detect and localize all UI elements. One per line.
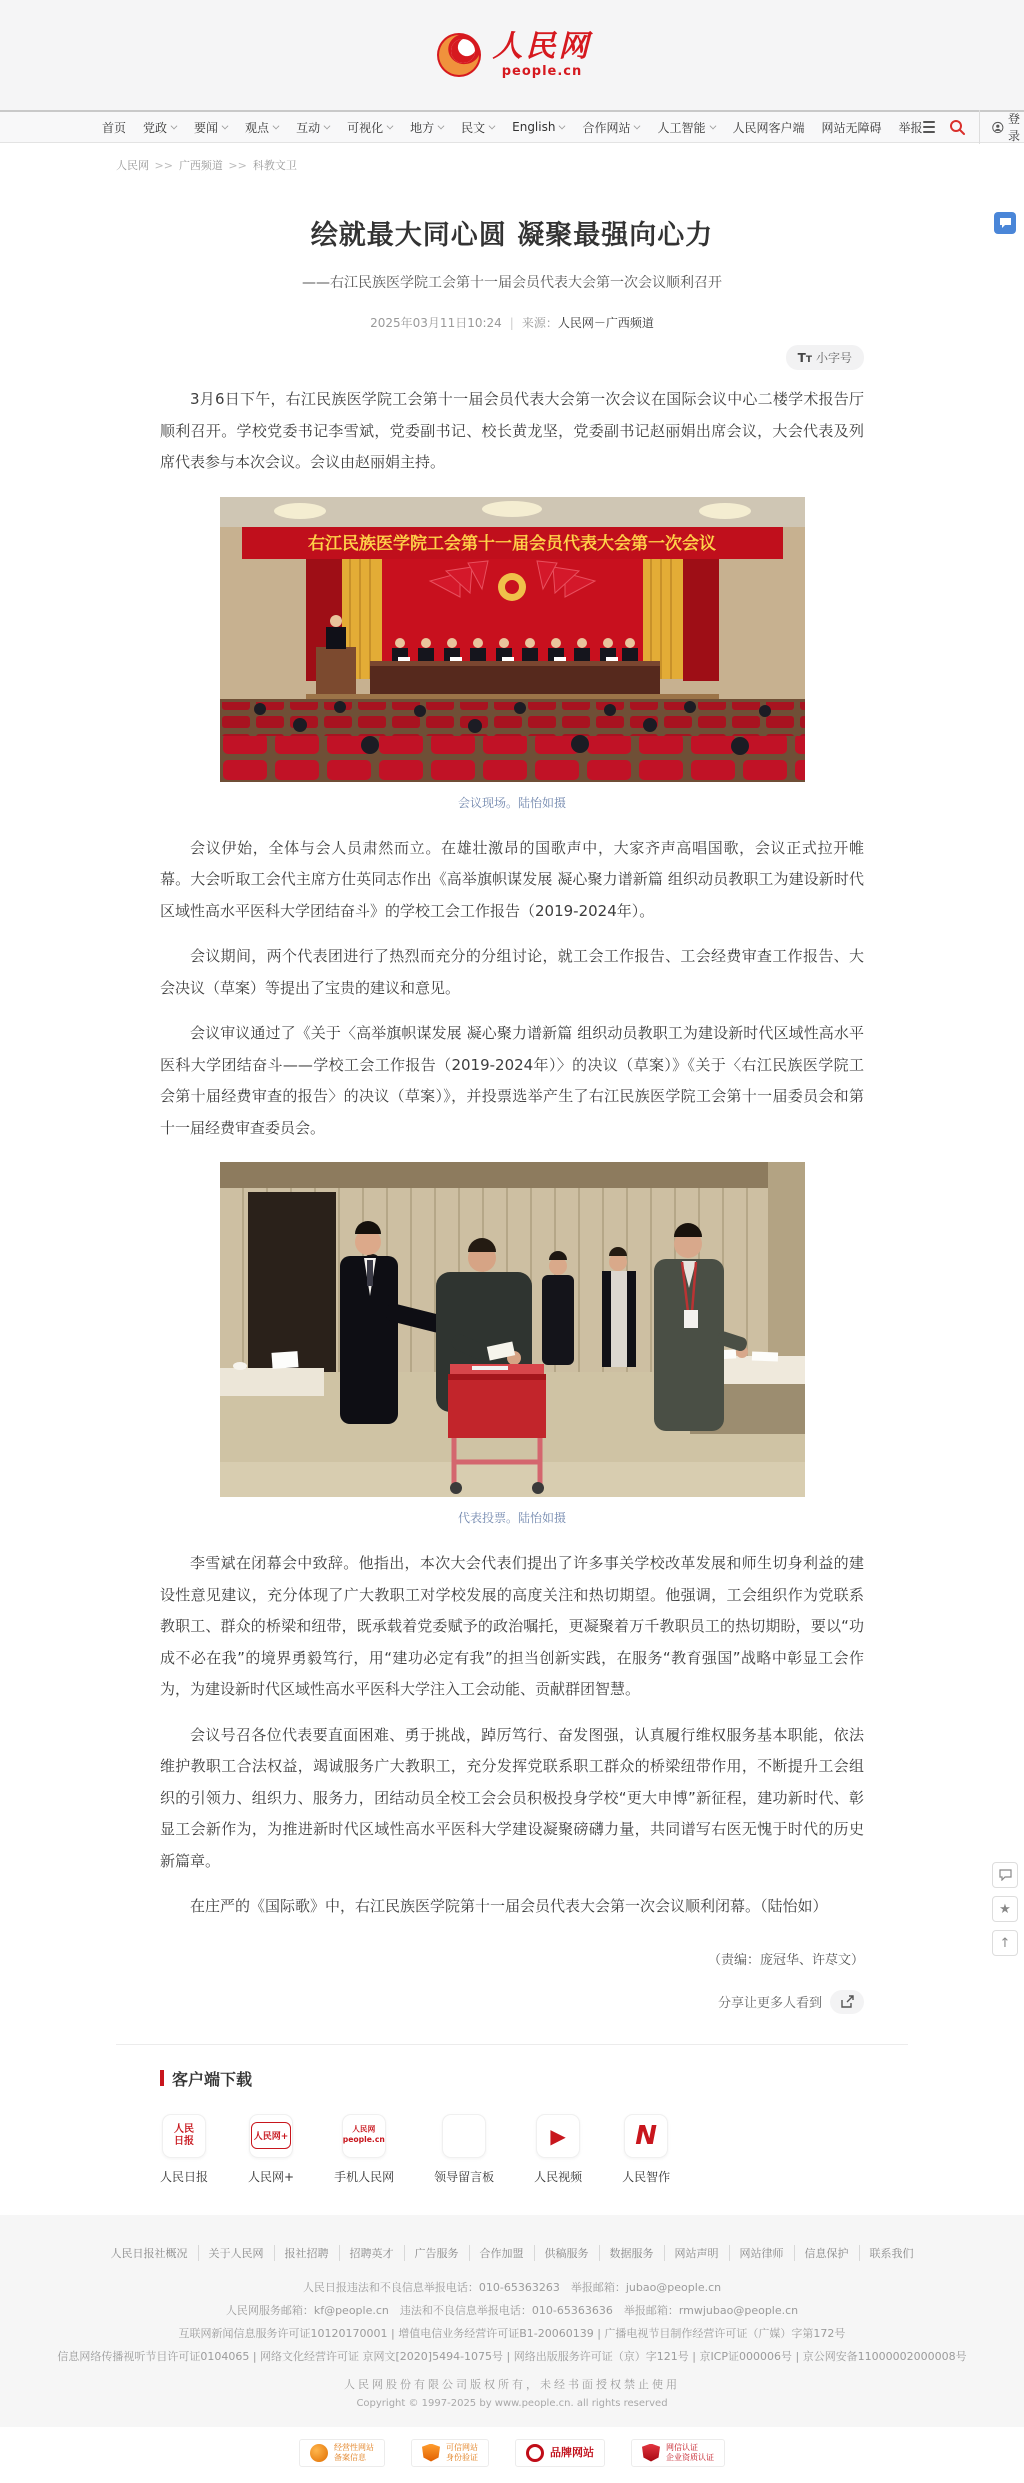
nav-item[interactable] [822,119,882,136]
search-icon[interactable] [949,119,965,135]
license-line-2: 信息网络传播视听节目许可证0104065 | 网络文化经营许可证 京网文[2020]5494-1075号 | 网络出版服务许可证（京）字121号 | 京ICP证000006号 | 京公网安备11000002000008号 [57,2349,967,2363]
chevron-down-icon [709,122,716,129]
site-logo[interactable] [433,29,592,81]
chevron-down-icon [489,122,496,129]
breadcrumb-link[interactable]: 人民网 >> [116,157,175,173]
nav-item-label: English [512,120,556,134]
source-link[interactable]: 人民网－广西频道 [557,316,654,330]
badge-line1: 网信认证 [666,2442,698,2452]
photo-banner-text: 右江民族医学院工会第十一届会员代表大会第一次会议 [307,533,716,554]
app-item[interactable] [334,2114,394,2185]
certification-badges [0,2427,1024,2483]
nav-item-label: 举报 [898,120,923,135]
footer-link[interactable]: 广告服务 [405,2245,470,2261]
footer-link[interactable]: 信息保护 [795,2245,860,2261]
source-label: 来源： [521,316,558,330]
star-icon[interactable]: ★ [992,1896,1018,1922]
editor-note: （责编：庞冠华、许荩文） [707,1952,864,1968]
photo-conference-hall [220,497,805,782]
paragraphs-bottom [160,1548,864,1923]
badge-line1: 经营性网站 [334,2442,374,2452]
top-navigation [0,112,1024,143]
badge-line1: 品牌网站 [550,2445,594,2459]
footer-link[interactable]: 网站律师 [730,2245,795,2261]
footer-link[interactable]: 人民日报社概况 [101,2245,199,2261]
comment-icon[interactable] [992,1862,1018,1888]
menu-icon[interactable] [923,121,936,133]
app-item[interactable] [622,2114,670,2185]
footer-link[interactable]: 关于人民网 [199,2245,275,2261]
share-row [160,1990,864,2014]
nav-item[interactable] [410,119,444,136]
people-logo-icon [433,29,485,81]
photo-voting-scene [220,1162,805,1497]
app-name: 人民网+ [248,2169,295,2184]
app-icon [442,2114,486,2158]
footer-link[interactable]: 网站声明 [665,2245,730,2261]
nav-list [102,119,923,136]
app-list [160,2114,864,2185]
chevron-down-icon [559,122,566,129]
article-paragraph: 3月6日下午，右江民族医学院工会第十一届会员代表大会第一次会议在国际会议中心二楼学术报告厅顺利召开。学校党委书记李雪斌，党委副书记、校长黄龙坚，党委副书记赵丽娟出席会议，大会代表及列席代表参与本次会议。会议由赵丽娟主持。 [160,390,864,471]
nav-item-label: 党政 [143,120,168,135]
nav-item[interactable] [245,119,279,136]
app-icon [162,2114,206,2158]
chevron-down-icon [222,122,229,129]
app-item[interactable] [160,2114,208,2185]
footer-links [0,2245,1024,2261]
share-button[interactable] [830,1990,864,2014]
paragraphs-top [160,384,864,479]
share-label: 分享让更多人看到 [717,1996,822,2011]
breadcrumb-link[interactable]: 广西频道 >> [179,157,249,173]
comment-bubble-icon [999,217,1012,229]
app-icon [536,2114,580,2158]
chevron-down-icon [438,122,445,129]
nav-item[interactable] [102,119,126,136]
footer-link[interactable]: 联系我们 [869,2246,914,2260]
badge-emblem-icon [310,2444,328,2462]
breadcrumb [102,143,922,179]
breadcrumb-link[interactable]: 科教文卫 [252,159,297,172]
article-meta: 2025年03月11日10:24 | 来源：人民网－广西频道 [370,316,654,330]
article-paragraph: 会议期间，两个代表团进行了热烈而充分的分组讨论，就工会工作报告、工会经费审查工作报告、大会决议（草案）等提出了宝贵的建议和意见。 [160,947,864,997]
client-download-section [116,2044,908,2211]
page-title: 绘就最大同心圆 凝聚最强向心力 [310,220,714,251]
nav-item-label: 观点 [245,120,270,135]
app-name: 人民智作 [622,2169,671,2184]
nav-item[interactable] [899,119,923,136]
comment-float-button[interactable] [994,212,1016,234]
nav-item[interactable] [143,119,177,136]
app-item[interactable] [534,2114,582,2185]
back-to-top-icon[interactable]: ↑ [992,1930,1018,1956]
certification-badge[interactable] [631,2439,725,2467]
footer-link[interactable]: 供稿服务 [535,2245,600,2261]
app-name: 人民视频 [534,2169,583,2184]
nav-item[interactable] [461,119,495,136]
nav-item-label: 可视化 [347,120,384,135]
certification-badge[interactable] [515,2439,605,2467]
section-title [160,2067,864,2090]
nav-item[interactable] [657,119,715,136]
site-header [0,0,1024,112]
article-subtitle: ——右江民族医学院工会第十一届会员代表大会第一次会议顺利召开 [302,275,722,291]
nav-item-label: 互动 [296,120,321,135]
article-paragraph: 会议号召各位代表要直面困难、勇于挑战，踔厉笃行、奋发图强，认真履行维权服务基本职能，依法维护教职工合法权益，竭诚服务广大教职工，充分发挥党联系职工群众的桥梁纽带作用，不断提升工会组织的引领力、组织力、服务力，团结动员全校工会会员积极投身学校“更大申博”新征程，建功新时代、彰显工会新作为，为推进新时代区域性高水平医科大学建设凝聚磅礴力量，共同谱写右医无愧于时代的历史新篇章。 [160,1725,864,1870]
badge-emblem-icon [422,2444,440,2462]
publish-date: 2025年03月11日10:24 [370,316,502,330]
nav-item[interactable] [512,120,565,134]
voting-illustration [220,1162,805,1497]
logo-text [492,29,592,79]
nav-item-label: 网站无障碍 [821,120,882,135]
badge-line1: 可信网站 [446,2442,478,2452]
app-name: 领导留言板 [434,2169,495,2184]
conference-hall-illustration [220,497,805,782]
app-icon [624,2114,668,2158]
license-line-1: 互联网新闻信息服务许可证10120170001 | 增值电信业务经营许可证B1-20060139 | 广播电视节目制作经营许可证（广媒）字第172号 [178,2326,846,2340]
article-paragraph: 会议审议通过了《关于〈高举旗帜谋发展 凝心聚力谱新篇 组织动员教职工为建设新时代区域性高水平医科大学团结奋斗——学校工会工作报告（2019-2024年）〉的决议（草案）》《关于〈右江民族医学院工会第十届经费审查的报告〉的决议（草案）》，并投票选举产生了右江民族医学院工会第十一届委员会和第十一届经费审查委员会。 [160,1024,864,1137]
chevron-down-icon [387,122,394,129]
app-icon [342,2114,386,2158]
logo-cn: 人民网 [492,29,592,64]
chevron-down-icon [171,122,178,129]
nav-right [923,110,1024,144]
copyright-cn: 人民网股份有限公司版权所有，未经书面授权禁止使用 [344,2377,680,2391]
nav-item-label: 人民网客户端 [732,120,805,135]
nav-item-label: 民文 [461,120,486,135]
certification-badge[interactable] [411,2439,489,2467]
article-paragraph: 在庄严的《国际歌》中，右江民族医学院第十一届会员代表大会第一次会议顺利闭幕。（陆怡如） [190,1897,828,1915]
app-item[interactable] [434,2114,494,2185]
nav-item-label: 首页 [102,120,127,135]
font-size-label: 小字号 [815,351,852,365]
nav-item-label: 人工智能 [657,120,706,135]
chevron-down-icon [324,122,331,129]
badge-line2: 备案信息 [334,2452,366,2462]
chevron-down-icon [634,122,641,129]
footer-link[interactable]: 合作加盟 [470,2245,535,2261]
copyright-en: Copyright © 1997-2025 by www.people.cn. all rights reserved [356,2397,668,2409]
login-label: 登录 [1007,112,1020,143]
app-item[interactable] [248,2114,294,2185]
red-bar-icon [160,2070,164,2086]
article-paragraph: 李雪斌在闭幕会中致辞。他指出，本次大会代表们提出了许多事关学校改革发展和师生切身利益的建设性意见建议，充分体现了广大教职工对学校发展的高度关注和热切期望。他强调，工会组织作为党联系教职工、群众的桥梁和纽带，既承载着党委赋予的政治嘱托，更凝聚着万千教职员工的热切期盼，要以“功成不必在我”的境界勇毅笃行，用“建功必定有我”的担当创新实践，在服务“教育强国”战略中彰显工会作为，为建设新时代区域性高水平医科大学注入工会动能、贡献群团智慧。 [160,1554,864,1698]
nav-item[interactable] [194,119,228,136]
login-button[interactable] [979,110,1024,144]
nav-item[interactable] [582,119,640,136]
report-line-1: 人民日报违法和不良信息举报电话：010-65363263 举报邮箱：jubao@people.cn [302,2280,722,2294]
nav-item-label: 合作网站 [582,120,631,135]
photo1-caption: 会议现场。陆怡如摄 [457,795,566,810]
font-size-icon: TT [797,350,812,365]
font-size-button[interactable] [786,345,864,370]
badge-emblem-icon [642,2444,660,2462]
certification-badge[interactable] [299,2439,385,2467]
app-name: 人民日报 [160,2169,209,2184]
floating-toolbar [992,1862,1018,1956]
nav-item-label: 要闻 [194,120,219,135]
user-icon [992,120,1004,135]
nav-item-label: 地方 [410,120,435,135]
paragraphs-middle [160,833,864,1145]
badge-emblem-icon [526,2444,544,2462]
nav-item[interactable] [296,119,330,136]
nav-item[interactable] [733,119,805,136]
share-icon [840,1995,854,2009]
photo2-caption: 代表投票。陆怡如摄 [457,1511,566,1525]
download-title: 客户端下载 [172,2069,253,2089]
app-name: 手机人民网 [334,2169,395,2184]
badge-line2: 身份验证 [446,2452,478,2462]
logo-en: people.cn [501,64,583,79]
report-line-2: 人民网服务邮箱：kf@people.cn 违法和不良信息举报电话：010-65363636 举报邮箱：rmwjubao@people.cn [225,2303,799,2317]
chevron-down-icon [273,122,280,129]
footer-link[interactable]: 招聘英才 [340,2245,405,2261]
footer-link[interactable]: 报社招聘 [275,2245,340,2261]
article [116,213,908,2014]
nav-item[interactable] [347,119,393,136]
badge-line2: 企业资质认证 [666,2452,714,2462]
footer-link[interactable]: 数据服务 [600,2245,665,2261]
article-paragraph: 会议伊始，全体与会人员肃然而立。在雄壮激昂的国歌声中，大家齐声高唱国歌，会议正式拉开帷幕。大会听取工会代主席方仕英同志作出《高举旗帜谋发展 凝心聚力谱新篇 组织动员教职工为建设新时代区域性高水平医科大学团结奋斗》的学校工会工作报告（2019-2024年）。 [160,838,864,920]
app-icon [249,2114,293,2158]
site-footer [0,2215,1024,2427]
